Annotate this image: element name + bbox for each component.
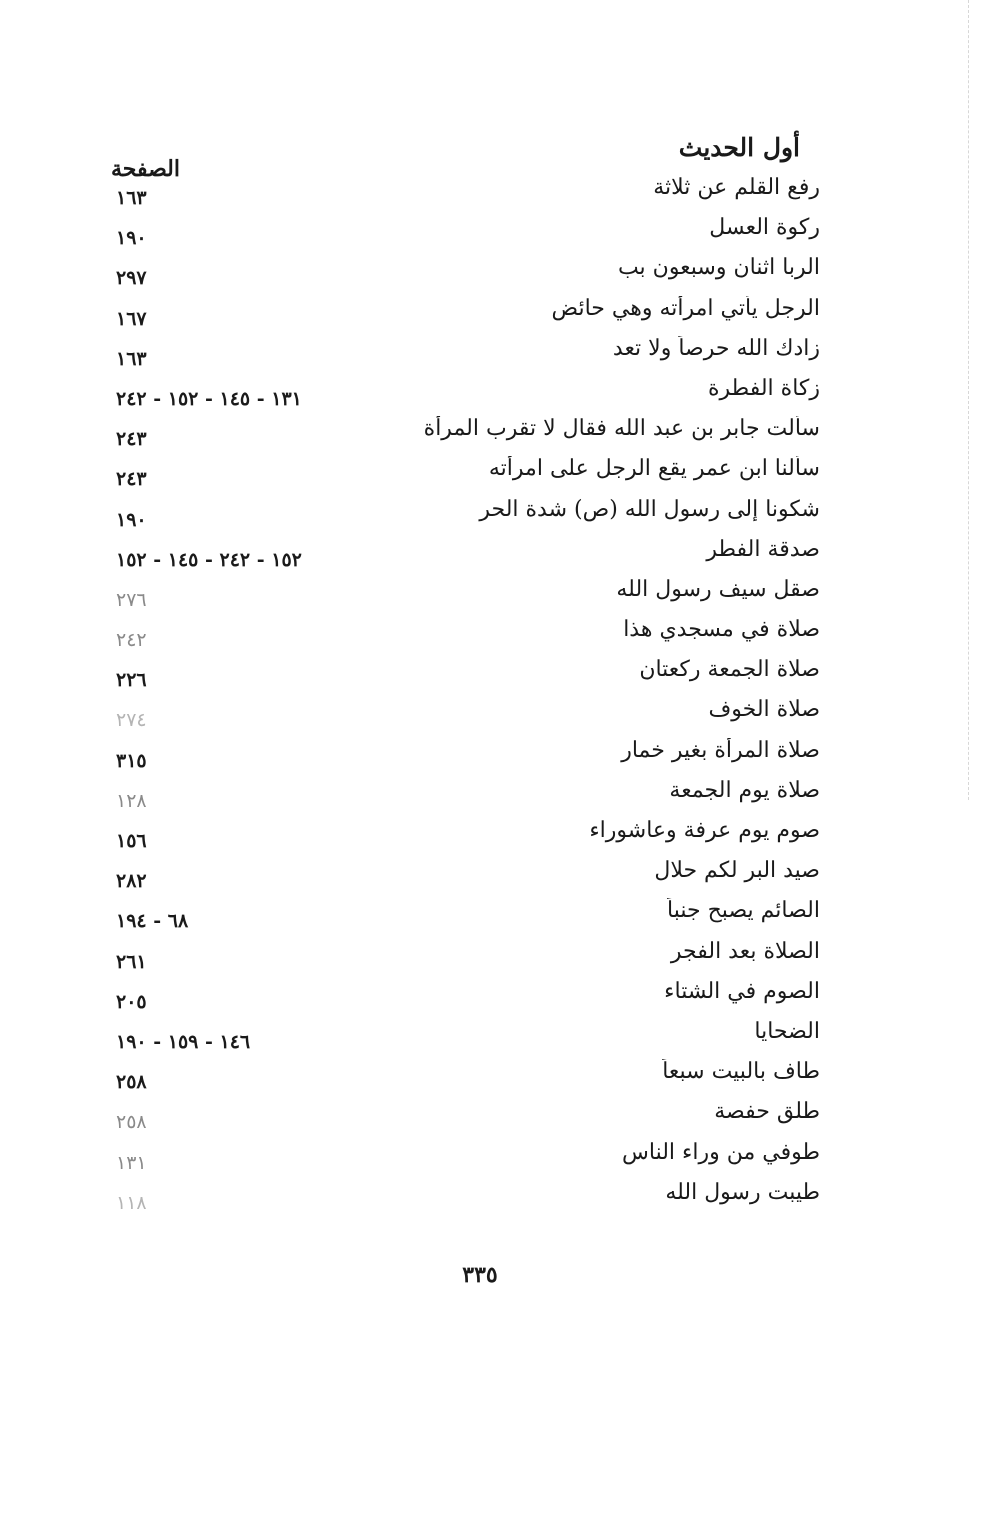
page-references: ١٢٨ [116,789,147,812]
index-row [0,493,983,533]
index-row [0,412,983,452]
hadith-opening: زادك الله حرصاً ولا تعد [612,335,820,361]
hadith-column-header: أول الحديث [678,133,800,162]
page-references: ٢٠٥ [116,990,147,1013]
hadith-opening: الصوم في الشتاء [664,978,820,1004]
index-row [0,533,983,573]
index-row [0,975,983,1015]
page-references: ١٩٠ [116,227,147,250]
index-row [0,653,983,693]
index-row [0,1095,983,1135]
page-number: ٣٣٥ [462,1262,498,1288]
hadith-opening: طيبت رسول الله [665,1179,820,1205]
hadith-opening: صدقة الفطر [706,536,820,562]
index-row [0,211,983,251]
hadith-opening: الضحايا [754,1018,820,1044]
page-references: ٢٧٦ [116,588,147,611]
page-references: ٢٧٤ [116,709,147,732]
index-row [0,1015,983,1055]
hadith-opening: رفع القلم عن ثلاثة [653,175,820,200]
page-references: ٢٥٨ [116,1111,147,1134]
hadith-opening: صلاة يوم الجمعة [669,777,820,803]
page-references: ١٥٢ - ٢٤٢ - ١٤٥ - ١٥٢ [116,548,302,571]
page-references: ١٤٦ - ١٥٩ - ١٩٠ [116,1030,251,1053]
index-row [0,573,983,613]
page-references: ١٦٣ [116,187,147,209]
hadith-opening: صلاة الخوف [708,697,820,723]
hadith-opening: زكاة الفطرة [708,375,820,401]
hadith-opening: صوم يوم عرفة وعاشوراء [589,818,820,843]
page-references: ١٦٧ [116,307,147,330]
index-row [0,251,983,291]
page-references: ٢٨٢ [116,870,147,893]
hadith-opening: صيد البر لكم حلال [654,858,820,884]
index-row [0,1136,983,1176]
page-references: ١١٨ [116,1191,147,1214]
hadith-opening: صلاة الجمعة ركعتان [639,657,820,683]
index-row [0,372,983,412]
hadith-opening: سألنا ابن عمر يقع الرجل على امرأته [488,456,820,482]
hadith-opening: الرجل يأتي امرأته وهي حائض [551,295,820,321]
page-references: ١٦٣ [116,347,147,370]
page-references: ٢٦١ [116,950,147,973]
page-references: ٢٤٣ [116,468,147,491]
index-row [0,171,983,211]
page-references: ٢٢٦ [116,669,147,692]
index-row [0,734,983,774]
page-references: ٢٥٨ [116,1071,147,1094]
index-row [0,693,983,733]
hadith-opening: طاف بالبيت سبعاً [662,1059,820,1085]
hadith-opening: شكونا إلى رسول الله (ص) شدة الحر [479,496,820,522]
index-row [0,894,983,934]
page-references: ١٩٠ [116,508,147,531]
index-row [0,774,983,814]
index-row [0,854,983,894]
hadith-index-list [0,171,983,1216]
hadith-opening: صلاة في مسجدي هذا [623,617,820,643]
page-references: ٣١٥ [116,749,147,772]
index-row [0,613,983,653]
page-references: ٢٤٣ [116,428,147,451]
hadith-opening: طلق حفصة [714,1099,820,1125]
hadith-opening: ركوة العسل [709,215,820,241]
index-row [0,292,983,332]
hadith-opening: الصائم يصبح جنباً [667,898,820,924]
index-row [0,1176,983,1216]
page-references: ٦٨ - ١٩٤ [116,910,189,933]
index-row [0,814,983,854]
page-references: ١٣١ - ١٤٥ - ١٥٢ - ٢٤٢ [116,387,302,410]
page-references: ١٣١ [116,1151,147,1174]
page-references: ٢٤٢ [116,629,147,652]
index-row [0,332,983,372]
page-references: ٢٩٧ [116,267,147,290]
hadith-opening: الربا اثنان وسبعون بب [617,255,820,281]
hadith-opening: صلاة المرأة بغير خمار [621,737,820,763]
index-row [0,1055,983,1095]
index-row [0,452,983,492]
page-references: ١٥٦ [116,830,147,852]
hadith-opening: سألت جابر بن عبد الله فقال لا تقرب المرأة [423,416,820,442]
hadith-opening: طوفي من وراء الناس [622,1139,820,1165]
page-column-header: الصفحة [110,156,180,182]
index-row [0,935,983,975]
hadith-opening: الصلاة بعد الفجر [670,938,820,964]
hadith-opening: صقل سيف رسول الله [616,576,820,602]
